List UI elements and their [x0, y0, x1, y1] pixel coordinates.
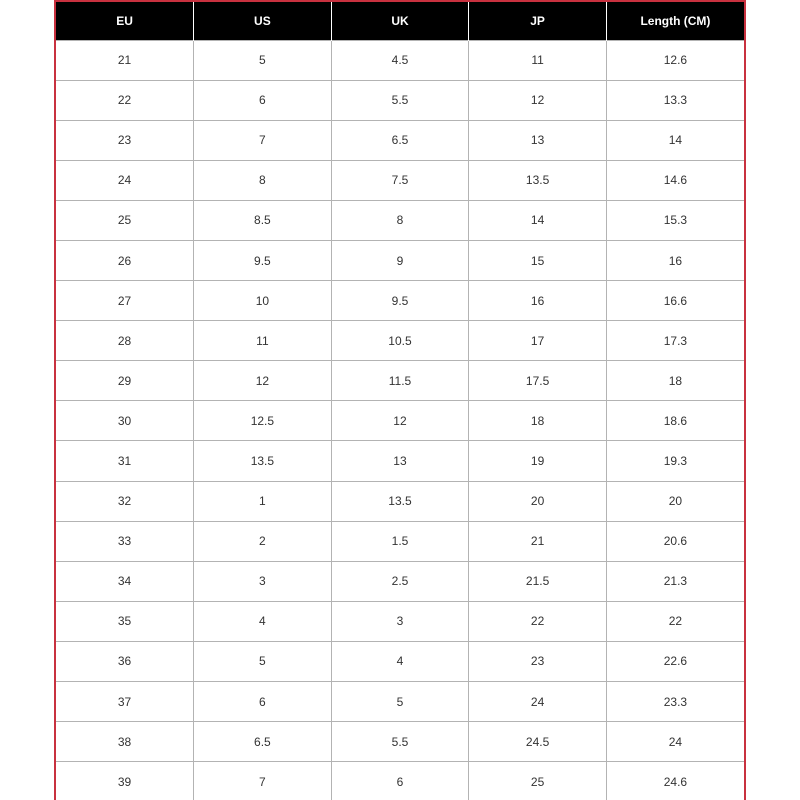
table-cell-us: 5	[194, 641, 332, 681]
table-row	[56, 601, 744, 641]
table-cell-us: 12.5	[194, 401, 332, 441]
table-row	[56, 441, 744, 481]
table-cell-eu: 34	[56, 561, 194, 601]
table-cell-length-cm: 24.6	[606, 762, 744, 800]
table-cell-jp: 22	[469, 601, 607, 641]
table-cell-length-cm: 16	[606, 240, 744, 280]
table-cell-eu: 31	[56, 441, 194, 481]
table-cell-us: 8	[194, 160, 332, 200]
table-cell-uk: 2.5	[331, 561, 469, 601]
table-cell-uk: 13.5	[331, 481, 469, 521]
table-cell-us: 6	[194, 80, 332, 120]
table-cell-jp: 24.5	[469, 722, 607, 762]
table-cell-length-cm: 17.3	[606, 321, 744, 361]
table-cell-jp: 16	[469, 281, 607, 321]
table-cell-length-cm: 22	[606, 601, 744, 641]
table-cell-eu: 30	[56, 401, 194, 441]
table-cell-jp: 20	[469, 481, 607, 521]
table-cell-uk: 7.5	[331, 160, 469, 200]
table-cell-eu: 33	[56, 521, 194, 561]
table-cell-uk: 6	[331, 762, 469, 800]
table-cell-eu: 28	[56, 321, 194, 361]
table-cell-us: 3	[194, 561, 332, 601]
table-cell-length-cm: 21.3	[606, 561, 744, 601]
column-header-length-cm: Length (CM)	[606, 2, 744, 40]
table-cell-jp: 14	[469, 200, 607, 240]
table-cell-eu: 25	[56, 200, 194, 240]
table-cell-uk: 10.5	[331, 321, 469, 361]
table-row	[56, 120, 744, 160]
table-cell-us: 7	[194, 120, 332, 160]
table-row	[56, 762, 744, 800]
table-cell-length-cm: 12.6	[606, 40, 744, 80]
table-cell-us: 6.5	[194, 722, 332, 762]
size-chart-frame	[54, 0, 746, 800]
table-cell-eu: 32	[56, 481, 194, 521]
table-cell-uk: 8	[331, 200, 469, 240]
table-row	[56, 481, 744, 521]
table-cell-eu: 23	[56, 120, 194, 160]
table-cell-uk: 13	[331, 441, 469, 481]
table-cell-eu: 37	[56, 682, 194, 722]
table-cell-length-cm: 18	[606, 361, 744, 401]
table-cell-jp: 23	[469, 641, 607, 681]
table-cell-jp: 21.5	[469, 561, 607, 601]
table-cell-eu: 26	[56, 240, 194, 280]
table-cell-us: 4	[194, 601, 332, 641]
table-cell-jp: 17.5	[469, 361, 607, 401]
table-row	[56, 361, 744, 401]
column-header-jp: JP	[469, 2, 607, 40]
table-cell-uk: 1.5	[331, 521, 469, 561]
table-cell-uk: 12	[331, 401, 469, 441]
table-cell-us: 13.5	[194, 441, 332, 481]
table-row	[56, 281, 744, 321]
table-cell-eu: 39	[56, 762, 194, 800]
table-cell-eu: 22	[56, 80, 194, 120]
table-cell-length-cm: 22.6	[606, 641, 744, 681]
table-cell-uk: 5	[331, 682, 469, 722]
table-cell-length-cm: 19.3	[606, 441, 744, 481]
table-cell-eu: 29	[56, 361, 194, 401]
table-cell-us: 2	[194, 521, 332, 561]
table-cell-jp: 19	[469, 441, 607, 481]
table-cell-jp: 13.5	[469, 160, 607, 200]
table-cell-eu: 21	[56, 40, 194, 80]
table-cell-eu: 36	[56, 641, 194, 681]
table-cell-us: 9.5	[194, 240, 332, 280]
table-cell-jp: 25	[469, 762, 607, 800]
table-cell-us: 6	[194, 682, 332, 722]
table-row	[56, 561, 744, 601]
table-cell-eu: 38	[56, 722, 194, 762]
table-row	[56, 80, 744, 120]
table-cell-us: 8.5	[194, 200, 332, 240]
column-header-uk: UK	[331, 2, 469, 40]
table-cell-uk: 4.5	[331, 40, 469, 80]
table-cell-eu: 35	[56, 601, 194, 641]
size-chart-header	[56, 2, 744, 40]
table-cell-uk: 9	[331, 240, 469, 280]
table-cell-us: 10	[194, 281, 332, 321]
table-cell-uk: 9.5	[331, 281, 469, 321]
table-cell-eu: 24	[56, 160, 194, 200]
table-row	[56, 40, 744, 80]
table-cell-length-cm: 23.3	[606, 682, 744, 722]
table-cell-jp: 12	[469, 80, 607, 120]
size-chart-body	[56, 40, 744, 800]
table-row	[56, 160, 744, 200]
table-cell-length-cm: 20	[606, 481, 744, 521]
table-cell-length-cm: 20.6	[606, 521, 744, 561]
table-cell-length-cm: 16.6	[606, 281, 744, 321]
table-row	[56, 200, 744, 240]
table-row	[56, 321, 744, 361]
table-cell-uk: 5.5	[331, 722, 469, 762]
table-cell-jp: 15	[469, 240, 607, 280]
table-cell-uk: 11.5	[331, 361, 469, 401]
table-cell-eu: 27	[56, 281, 194, 321]
table-cell-length-cm: 15.3	[606, 200, 744, 240]
table-row	[56, 682, 744, 722]
table-cell-length-cm: 13.3	[606, 80, 744, 120]
table-cell-length-cm: 18.6	[606, 401, 744, 441]
table-row	[56, 641, 744, 681]
table-cell-uk: 3	[331, 601, 469, 641]
table-cell-us: 5	[194, 40, 332, 80]
table-cell-uk: 6.5	[331, 120, 469, 160]
table-row	[56, 240, 744, 280]
table-cell-us: 1	[194, 481, 332, 521]
table-cell-us: 12	[194, 361, 332, 401]
column-header-us: US	[194, 2, 332, 40]
table-cell-uk: 5.5	[331, 80, 469, 120]
table-cell-uk: 4	[331, 641, 469, 681]
table-row	[56, 521, 744, 561]
table-cell-length-cm: 14	[606, 120, 744, 160]
table-cell-jp: 18	[469, 401, 607, 441]
table-cell-jp: 13	[469, 120, 607, 160]
header-row	[56, 2, 744, 40]
table-cell-jp: 11	[469, 40, 607, 80]
table-cell-jp: 24	[469, 682, 607, 722]
table-cell-jp: 21	[469, 521, 607, 561]
table-cell-length-cm: 14.6	[606, 160, 744, 200]
table-cell-jp: 17	[469, 321, 607, 361]
table-row	[56, 401, 744, 441]
table-row	[56, 722, 744, 762]
column-header-eu: EU	[116, 13, 133, 28]
table-cell-length-cm: 24	[606, 722, 744, 762]
table-cell-us: 7	[194, 762, 332, 800]
table-cell-us: 11	[194, 321, 332, 361]
size-chart-table	[56, 2, 744, 800]
